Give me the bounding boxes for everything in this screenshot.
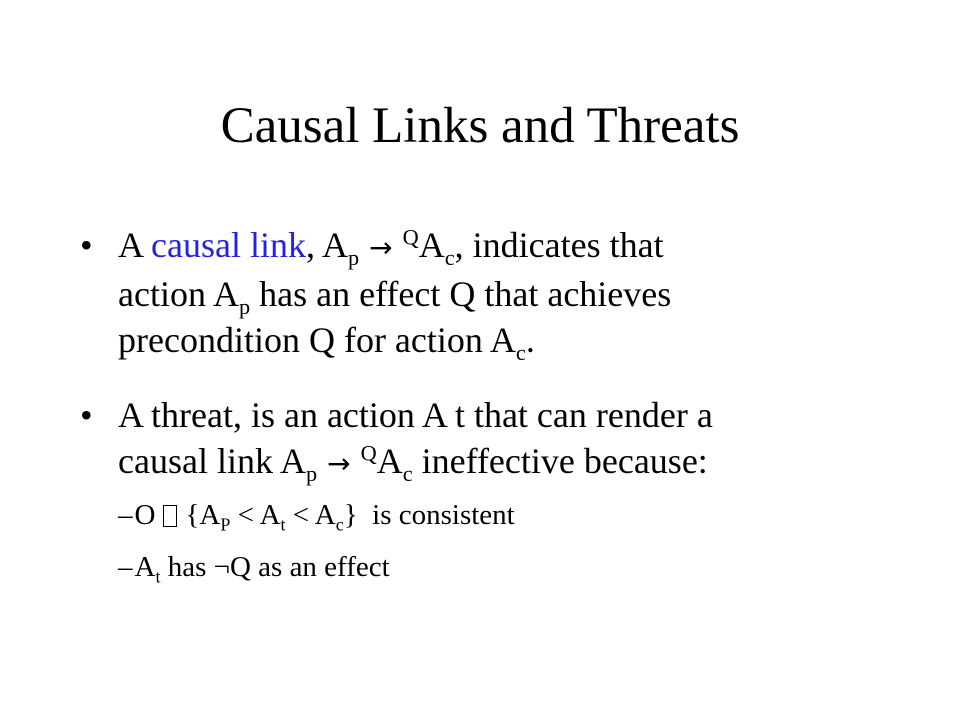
text-run: ineffective because: — [412, 441, 708, 481]
text-run: A — [418, 225, 445, 265]
subscript: P — [220, 514, 231, 535]
bullet-line — [118, 271, 858, 317]
text-run: < A — [285, 499, 336, 531]
text-run: } is consistent — [343, 499, 515, 531]
text-run: A — [134, 551, 156, 583]
bullet-line — [118, 438, 858, 487]
subscript: p — [347, 244, 360, 270]
sub-bullet-consistency — [118, 495, 515, 535]
text-run: A — [118, 225, 152, 265]
bullet-line — [118, 222, 858, 271]
subscript: c — [515, 339, 526, 365]
superscript: Q — [360, 440, 377, 466]
text-run: action A — [118, 274, 239, 314]
text-run: A — [376, 441, 403, 481]
subscript: c — [402, 460, 413, 486]
right-arrow-icon: → — [369, 231, 393, 264]
text-run: precondition Q for action A — [118, 320, 516, 360]
superscript: Q — [402, 224, 419, 250]
right-arrow-icon: → — [327, 447, 351, 480]
unknown-symbol-icon — [163, 505, 177, 527]
subscript: t — [155, 566, 161, 587]
text-run: {A — [185, 499, 221, 531]
bullet-marker: • — [80, 225, 93, 265]
bullet-line — [118, 317, 858, 363]
text-run: has ¬Q as an effect — [160, 551, 390, 583]
text-run: . — [525, 320, 535, 360]
text-run: has an effect Q that achieves — [250, 274, 672, 314]
sub-bullet-negation — [118, 547, 390, 587]
dash-marker: – — [118, 499, 133, 531]
text-run: causal link A — [118, 441, 306, 481]
slide-title: Causal Links and Threats — [220, 98, 740, 154]
causal-link-term: causal link — [151, 225, 306, 265]
text-run: , A — [305, 225, 348, 265]
text-run: O — [134, 499, 156, 531]
bullet-text — [118, 222, 858, 363]
subscript: t — [280, 514, 286, 535]
subscript: p — [305, 460, 318, 486]
text-run: , indicates that — [454, 225, 664, 265]
bullet-line: A threat, is an action A t that can render a — [118, 395, 713, 435]
dash-marker: – — [118, 551, 133, 583]
bullet-marker: • — [80, 395, 93, 435]
subscript: c — [335, 514, 344, 535]
bullet-text — [118, 392, 858, 487]
text-run: < A — [230, 499, 281, 531]
subscript: p — [238, 293, 251, 319]
subscript: c — [444, 244, 455, 270]
